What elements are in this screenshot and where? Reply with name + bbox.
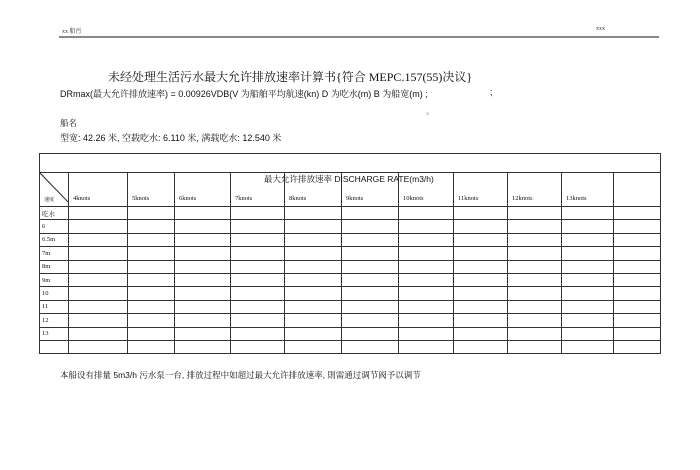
rate-cell[interactable] <box>399 300 454 313</box>
rate-cell[interactable] <box>454 207 508 220</box>
table-row <box>40 273 661 286</box>
document-title: 未经处理生活污水最大允许排放速率计算书{符合 MEPC.157(55)决议} <box>108 70 473 84</box>
rate-cell[interactable] <box>128 314 175 327</box>
rate-cell[interactable] <box>614 327 661 340</box>
rate-cell[interactable] <box>399 314 454 327</box>
row-label: 10 <box>40 287 69 300</box>
ship-dimensions: 型宽: 42.26 米, 空载吃水: 6.110 米, 满载吃水: 12.540 米 <box>60 133 282 143</box>
rate-cell[interactable] <box>342 300 399 313</box>
rate-cell[interactable] <box>128 327 175 340</box>
row-label: 11 <box>40 300 69 313</box>
rate-cell[interactable] <box>454 273 508 286</box>
rate-cell[interactable] <box>342 314 399 327</box>
rate-cell[interactable] <box>399 207 454 220</box>
table-row <box>40 247 661 260</box>
table-row <box>40 314 661 327</box>
rate-cell[interactable] <box>342 247 399 260</box>
column-header: 13knots <box>562 173 614 207</box>
rate-cell[interactable] <box>614 300 661 313</box>
rate-cell[interactable] <box>508 300 562 313</box>
rate-cell[interactable] <box>454 247 508 260</box>
rate-cell[interactable] <box>454 260 508 273</box>
rate-cell[interactable] <box>175 207 231 220</box>
rate-cell[interactable] <box>454 233 508 246</box>
header-right: xxx <box>596 26 605 32</box>
rate-cell[interactable] <box>614 273 661 286</box>
rate-cell[interactable] <box>454 287 508 300</box>
rate-cell[interactable] <box>562 233 614 246</box>
rate-cell[interactable] <box>285 287 342 300</box>
rate-cell[interactable] <box>128 287 175 300</box>
rate-cell[interactable] <box>69 247 128 260</box>
rate-cell[interactable] <box>508 247 562 260</box>
rate-cell[interactable] <box>614 340 661 353</box>
rate-cell[interactable] <box>508 314 562 327</box>
rate-cell[interactable] <box>614 314 661 327</box>
rate-cell[interactable] <box>231 300 285 313</box>
rate-cell[interactable] <box>399 327 454 340</box>
rate-cell[interactable] <box>175 340 231 353</box>
rate-cell[interactable] <box>562 247 614 260</box>
column-header: 8knots <box>285 173 342 207</box>
column-header: 12knots <box>508 173 562 207</box>
rate-cell[interactable] <box>285 300 342 313</box>
rate-cell[interactable] <box>231 287 285 300</box>
rate-cell[interactable] <box>399 273 454 286</box>
column-header: 4knots <box>69 173 128 207</box>
rate-cell[interactable] <box>69 260 128 273</box>
rate-cell[interactable] <box>69 273 128 286</box>
formula-trailing: ; <box>490 87 493 97</box>
rate-cell[interactable] <box>562 287 614 300</box>
table-title-row <box>40 154 661 173</box>
rate-cell[interactable] <box>614 260 661 273</box>
rate-cell[interactable] <box>508 287 562 300</box>
table-row <box>40 220 661 233</box>
rate-cell[interactable] <box>285 247 342 260</box>
stray-mark: 。 <box>426 106 436 116</box>
rate-cell[interactable] <box>128 207 175 220</box>
table-row <box>40 260 661 273</box>
rate-cell[interactable] <box>508 340 562 353</box>
column-header: 6knots <box>175 173 231 207</box>
rate-cell[interactable] <box>454 340 508 353</box>
rate-cell[interactable] <box>231 233 285 246</box>
rate-cell[interactable] <box>285 220 342 233</box>
table-row <box>40 327 661 340</box>
column-header: 7knots <box>231 173 285 207</box>
rate-cell[interactable] <box>231 273 285 286</box>
rate-cell[interactable] <box>285 273 342 286</box>
rate-cell[interactable] <box>69 220 128 233</box>
rate-cell[interactable] <box>69 233 128 246</box>
row-label <box>40 340 69 353</box>
rate-cell[interactable] <box>562 220 614 233</box>
row-label: 吃水 <box>40 207 69 220</box>
rate-cell[interactable] <box>175 247 231 260</box>
rate-cell[interactable] <box>285 314 342 327</box>
row-label: 9m <box>40 273 69 286</box>
table-row <box>40 300 661 313</box>
rate-cell[interactable] <box>128 233 175 246</box>
rate-cell[interactable] <box>562 314 614 327</box>
rate-cell[interactable] <box>175 327 231 340</box>
rate-cell[interactable] <box>285 327 342 340</box>
rate-cell[interactable] <box>231 327 285 340</box>
row-label: 6 <box>40 220 69 233</box>
rate-cell[interactable] <box>399 233 454 246</box>
column-header: 10knots <box>399 173 454 207</box>
table-caption: 最大允许排放速率 DISCHARGE RATE(m3/h) <box>264 174 434 184</box>
rate-cell[interactable] <box>175 287 231 300</box>
formula-text: DRmax(最大允许排放速率) = 0.00926VDB(V 为船舶平均航速(kn) D 为吃水(m) B 为船宽(m) ; <box>60 89 428 99</box>
rate-cell[interactable] <box>399 287 454 300</box>
rate-cell[interactable] <box>342 207 399 220</box>
rate-cell[interactable] <box>231 314 285 327</box>
table-row <box>40 233 661 246</box>
rate-cell[interactable] <box>175 220 231 233</box>
rate-cell[interactable] <box>614 207 661 220</box>
rate-cell[interactable] <box>285 207 342 220</box>
column-header: 9knots <box>342 173 399 207</box>
rate-cell[interactable] <box>175 300 231 313</box>
rate-cell[interactable] <box>231 220 285 233</box>
rate-cell[interactable] <box>342 327 399 340</box>
rate-cell[interactable] <box>342 273 399 286</box>
column-header: 11knots <box>454 173 508 207</box>
row-label: 7m <box>40 247 69 260</box>
rate-cell[interactable] <box>285 340 342 353</box>
table-row <box>40 207 661 220</box>
rate-cell[interactable] <box>399 247 454 260</box>
rate-cell[interactable] <box>69 207 128 220</box>
rate-cell[interactable] <box>175 260 231 273</box>
rate-cell[interactable] <box>454 327 508 340</box>
rate-cell[interactable] <box>562 300 614 313</box>
rate-cell[interactable] <box>562 327 614 340</box>
table-row <box>40 340 661 353</box>
row-label: 6.5m <box>40 233 69 246</box>
rate-cell[interactable] <box>508 260 562 273</box>
rate-cell[interactable] <box>342 260 399 273</box>
rate-cell[interactable] <box>231 247 285 260</box>
rate-cell[interactable] <box>175 273 231 286</box>
rate-cell[interactable] <box>562 260 614 273</box>
rate-cell[interactable] <box>69 287 128 300</box>
rate-cell[interactable] <box>342 233 399 246</box>
rate-cell[interactable] <box>562 207 614 220</box>
rate-cell[interactable] <box>231 207 285 220</box>
rate-cell[interactable] <box>128 340 175 353</box>
column-header <box>614 173 661 207</box>
rate-cell[interactable] <box>614 233 661 246</box>
rate-cell[interactable] <box>399 340 454 353</box>
row-label: 13 <box>40 327 69 340</box>
row-label: 8m <box>40 260 69 273</box>
header-divider <box>59 36 659 38</box>
rate-cell[interactable] <box>454 220 508 233</box>
rate-cell[interactable] <box>508 273 562 286</box>
footnote: 本船设有排量 5m3/h 污水泵一台, 排放过程中如超过最大允许排放速率, 則需通过调节阀予以调节 <box>60 370 421 380</box>
rate-cell[interactable] <box>342 220 399 233</box>
rate-cell[interactable] <box>454 300 508 313</box>
ship-name-label: 船名 <box>60 118 78 128</box>
rate-cell[interactable] <box>69 314 128 327</box>
rate-cell[interactable] <box>285 260 342 273</box>
rate-cell[interactable] <box>342 287 399 300</box>
rate-cell[interactable] <box>231 340 285 353</box>
rate-cell[interactable] <box>562 340 614 353</box>
row-label: 12 <box>40 314 69 327</box>
rate-cell[interactable] <box>399 260 454 273</box>
rate-cell[interactable] <box>285 233 342 246</box>
rate-cell[interactable] <box>614 247 661 260</box>
header-left: xx 船污 <box>62 29 82 35</box>
rate-cell[interactable] <box>69 327 128 340</box>
rate-cell[interactable] <box>342 340 399 353</box>
rate-cell[interactable] <box>128 220 175 233</box>
rate-cell[interactable] <box>69 300 128 313</box>
rate-cell[interactable] <box>128 247 175 260</box>
rate-cell[interactable] <box>614 220 661 233</box>
rate-cell[interactable] <box>562 273 614 286</box>
rate-cell[interactable] <box>231 260 285 273</box>
rate-cell[interactable] <box>175 314 231 327</box>
column-header: 5knots <box>128 173 175 207</box>
rate-cell[interactable] <box>614 287 661 300</box>
rate-cell[interactable] <box>128 273 175 286</box>
rate-cell[interactable] <box>175 233 231 246</box>
table-row <box>40 287 661 300</box>
rate-cell[interactable] <box>128 260 175 273</box>
rate-cell[interactable] <box>128 300 175 313</box>
rate-cell[interactable] <box>508 233 562 246</box>
rate-cell[interactable] <box>508 327 562 340</box>
rate-cell[interactable] <box>399 220 454 233</box>
corner-label: 速度 <box>44 198 55 203</box>
rate-cell[interactable] <box>508 220 562 233</box>
rate-cell[interactable] <box>508 207 562 220</box>
rate-cell[interactable] <box>69 340 128 353</box>
corner-cell <box>40 173 69 207</box>
rate-cell[interactable] <box>454 314 508 327</box>
